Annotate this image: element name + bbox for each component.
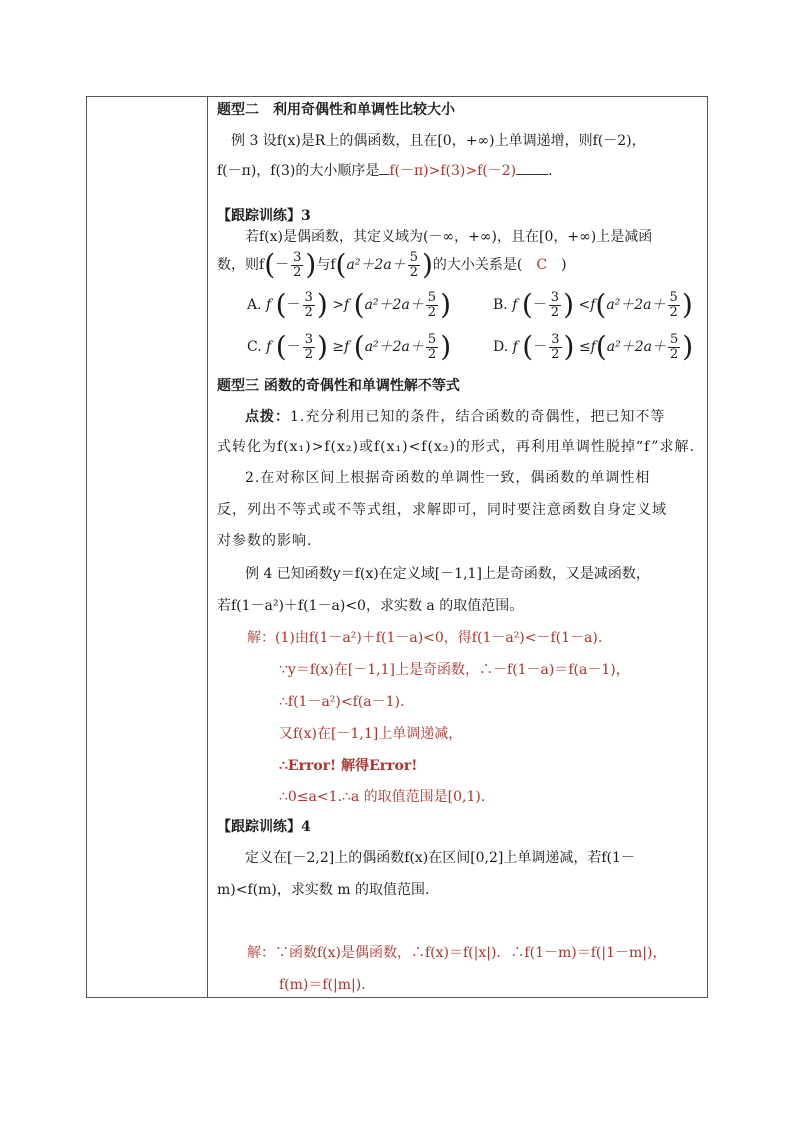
fraction-5-2: $\frac{5}{2}$	[409, 249, 418, 280]
tip-line-2: 式转化为f(x₁)>f(x₂)或f(x₁)<f(x₂)的形式，再利用单调性脱掉“f”求解.	[217, 439, 695, 455]
paren-close: )	[305, 248, 317, 281]
practice-3-question-c: 的大小关系是(	[432, 257, 523, 273]
practice-4-label: 【跟踪训练】4	[217, 819, 311, 835]
practice-3-answer: C	[536, 257, 548, 273]
answer-blank-left	[379, 174, 389, 175]
example-3-answer: f(－π)>f(3)>f(－2)	[389, 163, 517, 179]
answer-blank-right	[516, 174, 548, 175]
section-heading-type-3: 题型三 函数的奇偶性和单调性解不等式	[217, 378, 460, 394]
paren-open: (	[264, 248, 276, 281]
practice-3-label: 【跟踪训练】3	[217, 208, 311, 224]
section-heading-type-2: 题型二 利用奇偶性和单调性比较大小	[217, 102, 455, 118]
paren-end: )	[561, 257, 567, 273]
column-divider	[207, 97, 208, 997]
example-3-period: .	[548, 163, 553, 179]
paren-open: (	[335, 248, 347, 281]
example-3-line-1: 例 3 设f(x)是R上的偶函数，且在[0，+∞)上单调递增，则f(－2)，	[231, 133, 646, 149]
practice-3-line-1: 若f(x)是偶函数，其定义域为(－∞，+∞)，且在[0，+∞)上是减函	[245, 229, 653, 245]
solution-4-line-6: ∴0≤a<1.∴a 的取值范围是[0,1).	[279, 789, 486, 805]
option-a: A. f (－ $\frac{3}{2}$ ) >f (a²＋2a＋ $\frac{5}{2}$ )	[247, 288, 452, 321]
tip-line-5: 对参数的影响.	[217, 533, 313, 549]
tip-line-1: 点拨：1.充分利用已知的条件，结合函数的奇偶性，把已知不等	[245, 409, 666, 425]
solution-4-line-1: 解：(1)由f(1－a²)＋f(1－a)<0，得f(1－a²)<－f(1－a).	[247, 630, 603, 646]
practice-3-question-a: 数，则f	[217, 257, 265, 273]
example-3-question: f(－π)，f(3)的大小顺序是	[217, 163, 380, 179]
tip-label: 点拨：	[245, 409, 290, 425]
minus-sign: －	[275, 257, 290, 273]
example-4-line-1: 例 4 已知函数y＝f(x)在定义域[－1,1]上是奇函数，又是减函数，	[245, 566, 650, 582]
tip-line-3: 2.在对称区间上根据奇函数的单调性一致，偶函数的单调性相	[245, 470, 651, 486]
option-b: B. f (－ $\frac{3}{2}$ ) <f(a²＋2a＋ $\frac{5}{2}$ )	[493, 288, 693, 321]
example-4-line-2: 若f(1－a²)＋f(1－a)<0，求实数 a 的取值范围。	[217, 598, 524, 614]
solution-4-line-5: ∴Error! 解得Error!	[279, 758, 418, 774]
practice-3-question-b: 与f	[316, 257, 336, 273]
option-c: C. f (－ $\frac{3}{2}$ ) ≥f (a²＋2a＋ $\frac{5}{2}$ )	[247, 330, 452, 363]
tip-line-4: 反，列出不等式或不等式组，求解即可，同时要注意函数自身定义域	[217, 502, 667, 518]
solution-4-line-3: ∴f(1－a²)<f(a－1).	[279, 694, 405, 710]
practice-4-line-2: m)<f(m)，求实数 m 的取值范围.	[217, 882, 430, 898]
practice-3-line-2	[217, 247, 567, 283]
fraction-3-2: $\frac{3}{2}$	[293, 249, 302, 280]
lesson-table	[86, 96, 708, 998]
solution-p4-line-2: f(m)＝f(|m|).	[279, 977, 366, 993]
solution-p4-line-1: 解：∵函数f(x)是偶函数，∴f(x)＝f(|x|)．∴f(1－m)＝f(|1－m|)，	[247, 945, 667, 961]
solution-4-line-4: 又f(x)在[－1,1]上单调递减，	[279, 726, 463, 742]
example-3-line-2	[217, 161, 553, 181]
quadratic-expr: a²＋2a＋	[346, 257, 406, 273]
content-cell	[217, 97, 699, 997]
option-d: D. f (－ $\frac{3}{2}$ ) ≤f(a²＋2a＋ $\frac{5}{2}$ )	[493, 330, 694, 363]
solution-4-line-2: ∵y＝f(x)在[－1,1]上是奇函数，∴－f(1－a)＝f(a－1)，	[279, 662, 630, 678]
paren-close: )	[421, 248, 433, 281]
practice-4-line-1: 定义在[－2,2]上的偶函数f(x)在区间[0,2]上单调递减，若f(1－	[245, 850, 635, 866]
